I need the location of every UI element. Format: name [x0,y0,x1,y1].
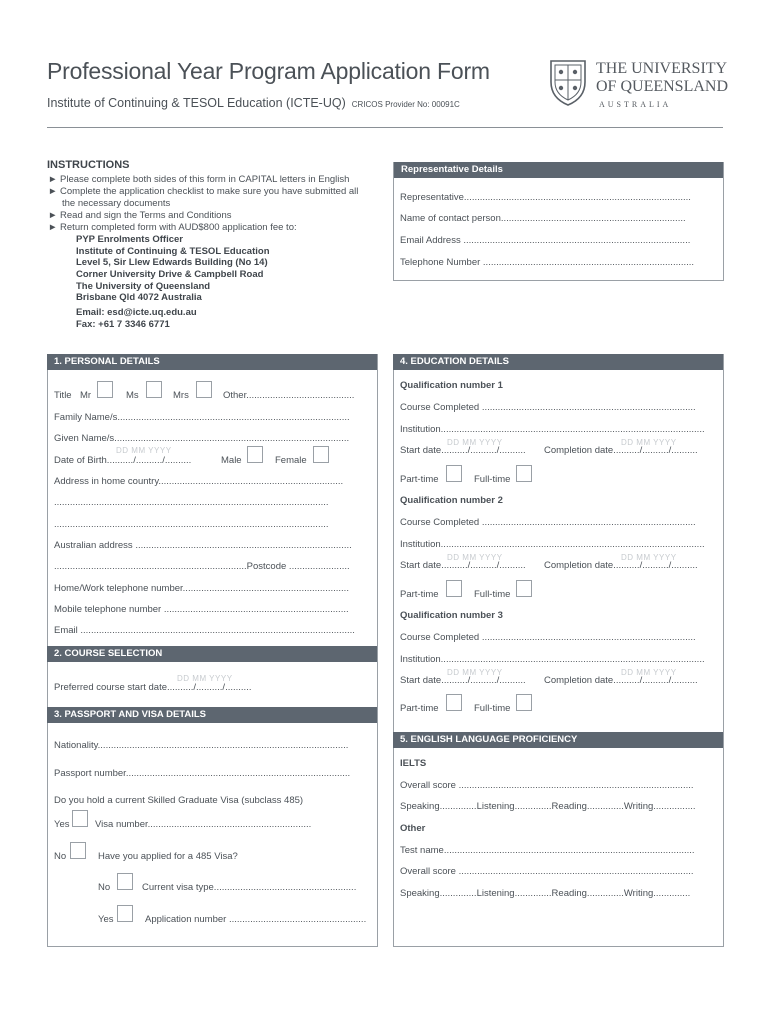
visa-yes-checkbox[interactable] [72,810,88,827]
part-time-label: Part-time [400,703,439,714]
other-overall-field[interactable]: Overall score ......................................................................................... [400,866,694,877]
full-time-label: Full-time [474,474,511,485]
visa-485-question: Do you hold a current Skilled Graduate Visa (subclass 485) [54,795,304,806]
qualification-3-title: Qualification number 3 [400,610,503,621]
home-address-line-3[interactable]: ........................................................................................................ [54,519,329,530]
q3-full-time-checkbox[interactable] [516,694,532,711]
no-label: No [98,882,111,893]
cricos-number: CRICOS Provider No: 00091C [351,100,460,109]
female-label: Female [275,455,307,466]
rep-phone-field[interactable]: Telephone Number ................................................................................ [400,257,695,268]
dob-placeholder: DD MM YYYY [116,446,172,455]
address-line: Corner University Drive & Campbell Road [76,269,264,280]
page-title: Professional Year Program Application Form [47,58,490,84]
home-phone-field[interactable]: Home/Work telephone number............................................................... [54,583,349,594]
q3-completion-placeholder: DD MM YYYY [621,668,677,677]
other-title-field[interactable]: Other......................................... [223,390,355,401]
instruction-3: ► Read and sign the Terms and Conditions [48,210,232,221]
part-time-label: Part-time [400,474,439,485]
family-name-field[interactable]: Family Name/s........................................................................................ [54,412,350,423]
q1-completion-date-field[interactable]: Completion date........../........../.......... [544,445,698,456]
part-time-label: Part-time [400,589,439,600]
education-details-heading: 4. EDUCATION DETAILS [393,354,723,370]
q3-part-time-checkbox[interactable] [446,694,462,711]
logo-line-1: THE UNIVERSITY [596,60,728,77]
passport-number-field[interactable]: Passport number..................................................................................... [54,768,351,779]
ielts-title: IELTS [400,758,427,769]
other-test-title: Other [400,823,426,834]
address-line: The University of Queensland [76,281,211,292]
q3-institution-field[interactable]: Institution.................................................................................................... [400,654,705,665]
course-start-placeholder: DD MM YYYY [177,674,233,683]
crest-icon [547,58,589,108]
q2-completion-date-field[interactable]: Completion date........../........../.......... [544,560,698,571]
visa-number-field[interactable]: Visa number.............................................................. [95,819,312,830]
qualification-2-title: Qualification number 2 [400,495,503,506]
q2-completion-placeholder: DD MM YYYY [621,553,677,562]
instruction-4: ► Return completed form with AUD$800 application fee to: [48,222,297,233]
address-line: Institute of Continuing & TESOL Education [76,246,270,257]
qualification-1-title: Qualification number 1 [400,380,503,391]
q2-institution-field[interactable]: Institution.................................................................................................... [400,539,705,550]
contact-person-field[interactable]: Name of contact person...................................................................... [400,213,686,224]
address-line: Brisbane Qld 4072 Australia [76,292,202,303]
email-field[interactable]: Email ........................................................................................................ [54,625,355,636]
personal-details-heading: 1. PERSONAL DETAILS [47,354,377,370]
representative-heading: Representative Details [394,162,723,178]
q1-completion-placeholder: DD MM YYYY [621,438,677,447]
current-visa-field[interactable]: Current visa type...................................................... [142,882,357,893]
ielts-overall-field[interactable]: Overall score ......................................................................................... [400,780,694,791]
q2-full-time-checkbox[interactable] [516,580,532,597]
address-line: PYP Enrolments Officer [76,234,183,245]
q1-start-date-field[interactable]: Start date........../........../.......... [400,445,526,456]
ms-checkbox[interactable] [146,381,162,398]
test-name-field[interactable]: Test name............................................................................................... [400,845,695,856]
institute-name: Institute of Continuing & TESOL Education (ICTE-UQ) [47,96,346,110]
male-label: Male [221,455,242,466]
q1-part-time-checkbox[interactable] [446,465,462,482]
application-number-field[interactable]: Application number .................................................... [145,914,367,925]
visa-no-checkbox[interactable] [70,842,86,859]
q1-full-time-checkbox[interactable] [516,465,532,482]
header-divider [47,127,723,128]
mobile-field[interactable]: Mobile telephone number ...................................................................... [54,604,349,615]
logo-line-3: AUSTRALIA [599,100,672,109]
address-line: Level 5, Sir Llew Edwards Building (No 14) [76,257,268,268]
given-name-field[interactable]: Given Name/s......................................................................................... [54,433,350,444]
instruction-2: ► Complete the application checklist to make sure you have submitted all [48,186,359,197]
mr-checkbox[interactable] [97,381,113,398]
instruction-2-cont: the necessary documents [62,198,171,209]
q2-start-date-field[interactable]: Start date........../........../.......... [400,560,526,571]
full-time-label: Full-time [474,703,511,714]
page-subtitle [47,96,460,110]
applied-yes-checkbox[interactable] [117,905,133,922]
mrs-label: Mrs [173,390,189,401]
full-time-label: Full-time [474,589,511,600]
mrs-checkbox[interactable] [196,381,212,398]
postcode-field[interactable]: .........................................................................Postcode ....................... [54,561,350,572]
dob-field[interactable]: Date of Birth........../........../.......... [54,455,192,466]
logo-line-2: OF QUEENSLAND [596,78,728,95]
q1-start-placeholder: DD MM YYYY [447,438,503,447]
applied-485-question: Have you applied for a 485 Visa? [98,851,238,862]
q2-start-placeholder: DD MM YYYY [447,553,503,562]
no-label: No [54,851,67,862]
q2-part-time-checkbox[interactable] [446,580,462,597]
nationality-field[interactable]: Nationality............................................................................................... [54,740,349,751]
instructions-heading: INSTRUCTIONS [47,159,130,171]
yes-label: Yes [98,914,114,925]
female-checkbox[interactable] [313,446,329,463]
university-logo [547,58,727,110]
contact-fax: Fax: +61 7 3346 6771 [76,319,170,330]
q3-start-placeholder: DD MM YYYY [447,668,503,677]
ielts-bands-field[interactable]: Speaking..............Listening..............Reading..............Writing................ [400,801,696,812]
q2-course-field[interactable]: Course Completed ................................................................................. [400,517,696,528]
course-start-field[interactable]: Preferred course start date........../........../.......... [54,682,252,693]
title-label: Title [54,390,72,401]
home-address-field[interactable]: Address in home country...................................................................... [54,476,344,487]
australian-address-field[interactable]: Australian address .................................................................................. [54,540,352,551]
english-proficiency-heading: 5. ENGLISH LANGUAGE PROFICIENCY [393,732,723,748]
q3-start-date-field[interactable]: Start date........../........../.......... [400,675,526,686]
q3-course-field[interactable]: Course Completed ................................................................................. [400,632,696,643]
q1-institution-field[interactable]: Institution.................................................................................................... [400,424,705,435]
home-address-line-2[interactable]: ........................................................................................................ [54,497,329,508]
ms-label: Ms [126,390,139,401]
yes-label: Yes [54,819,70,830]
passport-visa-heading: 3. PASSPORT AND VISA DETAILS [47,707,377,723]
rep-email-field[interactable]: Email Address ...................................................................................... [400,235,691,246]
contact-email[interactable]: Email: esd@icte.uq.edu.au [76,307,197,318]
course-selection-heading: 2. COURSE SELECTION [47,646,377,662]
representative-field[interactable]: Representative...................................................................................... [400,192,691,203]
mr-label: Mr [80,390,92,401]
q1-course-field[interactable]: Course Completed ................................................................................. [400,402,696,413]
instruction-1: ► Please complete both sides of this form in CAPITAL letters in English [48,174,350,185]
male-checkbox[interactable] [247,446,263,463]
applied-no-checkbox[interactable] [117,873,133,890]
q3-completion-date-field[interactable]: Completion date........../........../.......... [544,675,698,686]
other-bands-field[interactable]: Speaking..............Listening..............Reading..............Writing.............. [400,888,691,899]
